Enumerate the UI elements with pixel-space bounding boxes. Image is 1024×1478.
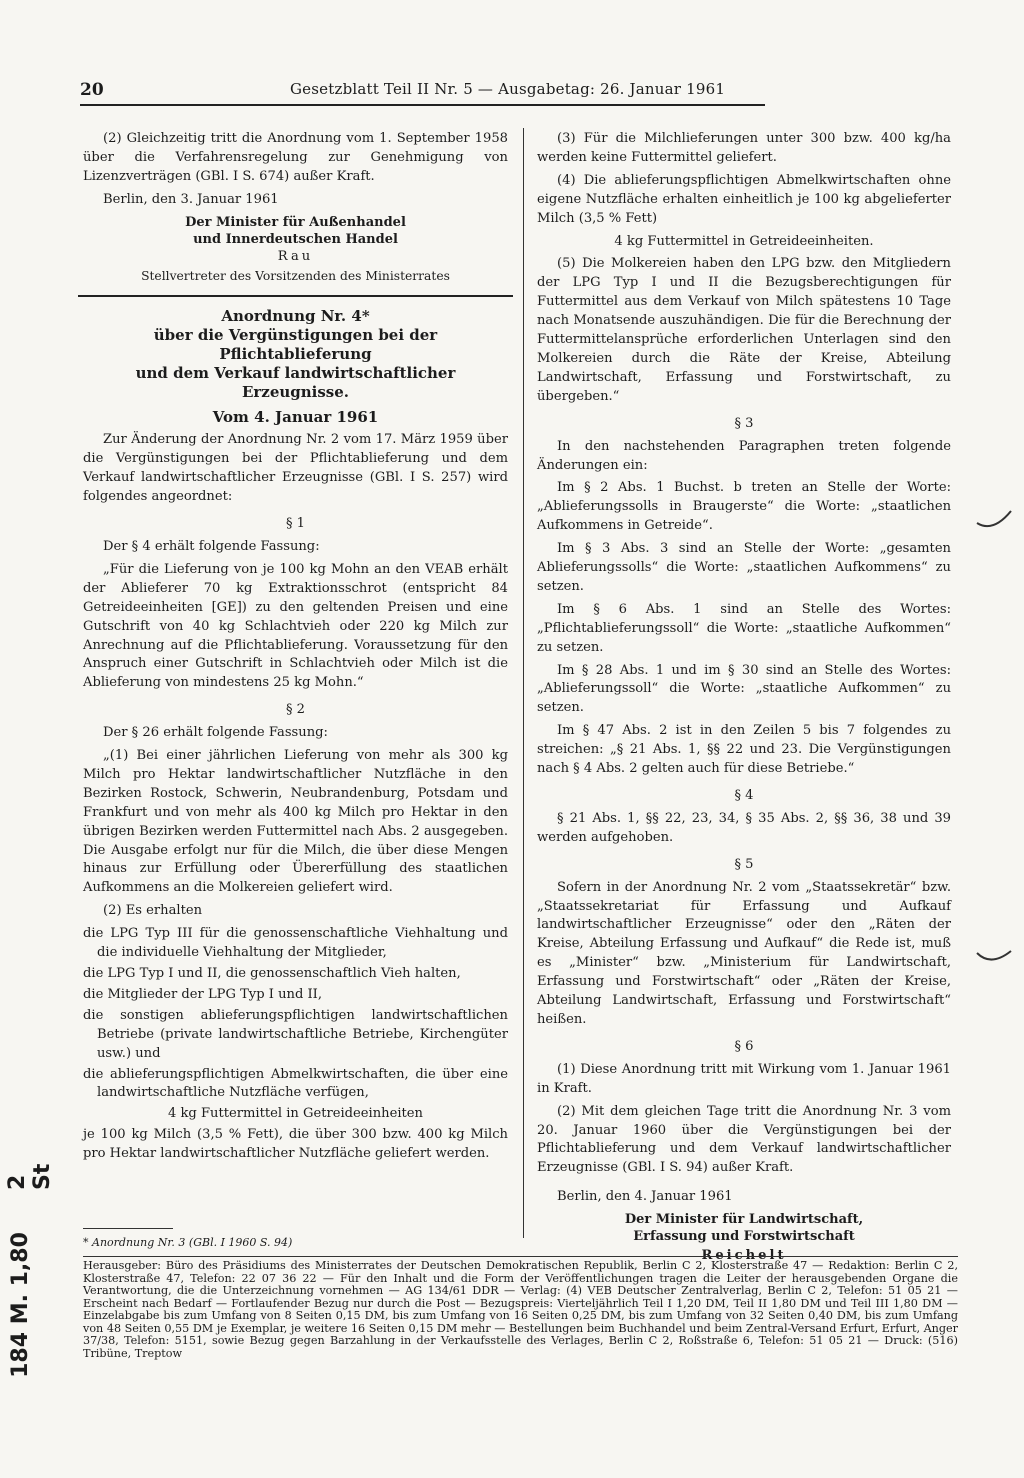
section-6-paragraph-2: (2) Mit dem gleichen Tage tritt die Anordnung Nr. 3 vom 20. Januar 1960 über die Vergünstigungen bei der Pflichtablieferung und dem Verkauf landwirtschaftlicher Erzeugnisse (GBl. I S. 94) außer Kraft. — [537, 1103, 951, 1176]
preamble: Zur Änderung der Anordnung Nr. 2 vom 17. März 1959 über die Vergünstigungen bei der Pflichtablieferung und dem Verkauf landwirtschaftlicher Erzeugnisse (GBl. I S. 257) wird folgendes angeordnet: — [83, 432, 508, 505]
minister-1-title-line-2: und Innerdeutschen Handel — [193, 231, 398, 247]
section-1-heading: § 1 — [285, 516, 306, 532]
section-5-text: Sofern in der Anordnung Nr. 2 vom „Staatssekretär“ bzw. „Staatssekretariat für Erfassung und Aufkauf landwirtschaftlicher Erzeugnisse“ oder den „Räten der Kreise, Abteilung Erfassung und Aufkauf“ die Rede ist, muß es „Minister“ bzw. „Ministerium für Landwirtschaft, Erfassung und Forstwirtschaft“ oder „Räten der Kreise, Abteilung Landwirtschaft, Erfassung und Forstwirtschaft“ heißen. — [537, 879, 951, 1027]
minister-1-role: Stellvertreter des Vorsitzenden des Ministerrates — [141, 268, 450, 283]
section-3-item-d: Im § 28 Abs. 1 und im § 30 sind an Stelle des Wortes: „Ablieferungssoll“ die Worte: „staatliche Aufkommen“ zu setzen. — [537, 662, 951, 716]
section-4-text: § 21 Abs. 1, §§ 22, 23, 34, § 35 Abs. 2, §§ 36, 38 und 39 werden aufgehoben. — [537, 810, 951, 845]
document-title-line-1: Anordnung Nr. 4* — [221, 307, 370, 326]
section-3-item-a: Im § 2 Abs. 1 Buchst. b treten an Stelle der Worte: „Ablieferungssolls in Braugerste“ die Worte: „staatlichen Aufkommens in Getreide“. — [537, 480, 951, 534]
recipient-list — [83, 925, 508, 1103]
header-title: Gesetzblatt Teil II Nr. 5 — Ausgabetag: 26. Januar 1961 — [290, 80, 726, 98]
signing-place-date: Berlin, den 4. Januar 1961 — [557, 1189, 733, 1205]
section-2-paragraph-1: „(1) Bei einer jährlichen Lieferung von mehr als 300 kg Milch pro Hektar landwirtschaftlicher Nutzfläche in den Bezirken Rostock, Schwerin, Neubrandenburg, Potsdam und Frankfurt und von mehr als 400 kg Milch pro Hektar in den übrigen Bezirken werden Futtermittel nach Abs. 2 ausgegeben. Die Ausgabe erfolgt nur für die Milch, die über diese Mengen hinaus zur Erfüllung oder Übererfüllung des staatlichen Aufkommens an die Molkereien geliefert wird. — [83, 748, 508, 896]
fodder-text: je 100 kg Milch (3,5 % Fett), die über 300 bzw. 400 kg Milch pro Hektar landwirtschaftlicher Nutzfläche geliefert werden. — [83, 1127, 508, 1162]
document-date: Vom 4. Januar 1961 — [212, 408, 379, 427]
section-2-paragraph-2: (2) Es erhalten — [103, 903, 203, 919]
section-3-item-c: Im § 6 Abs. 1 sind an Stelle des Wortes: „Pflichtablieferungssoll“ die Worte: „staatliche Aufkommen“ zu setzen. — [537, 601, 951, 655]
section-6-heading: § 6 — [734, 1038, 754, 1054]
list-item: die LPG Typ III für die genossenschaftliche Viehhaltung und die individuelle Viehhaltung der Mitglieder, — [83, 926, 508, 961]
section-4-heading: § 4 — [734, 788, 754, 803]
section-2-heading: § 2 — [285, 702, 306, 718]
margin-tick-mark — [975, 945, 1015, 975]
minister-1-title-line-1: Der Minister für Außenhandel — [185, 214, 406, 230]
footnote: * Anordnung Nr. 3 (GBl. I 1960 S. 94) — [83, 1236, 293, 1249]
list-item: die ablieferungspflichtigen Abmelkwirtschaften, die über eine landwirtschaftliche Nutzfläche verfügen, — [83, 1066, 508, 1101]
section-separator — [78, 295, 513, 297]
list-item: die LPG Typ I und II, die genossenschaftlich Vieh halten, — [83, 966, 461, 981]
section-6-paragraph-1: (1) Diese Anordnung tritt mit Wirkung vom 1. Januar 1961 in Kraft. — [537, 1061, 951, 1096]
paragraph-4: (4) Die ablieferungspflichtigen Abmelkwirtschaften ohne eigene Nutzfläche erhalten einheitlich je 100 kg abgelieferter Milch (3,5 % Fett) — [537, 172, 951, 226]
margin-stamp-count: 2 St — [5, 1163, 55, 1190]
right-column — [537, 130, 951, 1266]
section-3-item-b: Im § 3 Abs. 3 sind an Stelle der Worte: „gesamten Ablieferungssolls“ die Worte: „staatlichen Aufkommens“ zu setzen. — [537, 541, 951, 594]
page-number: 20 — [80, 80, 104, 100]
footnote-rule — [83, 1228, 173, 1229]
paragraph-3: (3) Für die Milchlieferungen unter 300 bzw. 400 kg/ha werden keine Futtermittel geliefert. — [537, 131, 951, 165]
paragraph-4-amount: 4 kg Futtermittel in Getreideeinheiten. — [614, 233, 874, 249]
colophon-rule — [83, 1256, 958, 1257]
paragraph-5: (5) Die Molkereien haben den LPG bzw. den Mitgliedern der LPG Typ I und II die Bezugsberechtigungen für Futtermittel aus dem Verkauf von Milch spätestens 10 Tage nach Monatsende auszuhändigen. Die für die Berechnung der Futtermittelansprüche erforderlichen Unterlagen sind den Molkereien durch die Räte der Kreise, Abteilung Landwirtschaft, Erfassung und Forstwirtschaft, zu übergeben.“ — [537, 256, 951, 404]
section-1-text: „Für die Lieferung von je 100 kg Mohn an den VEAB erhält der Ablieferer 70 kg Extraktionsschrot (entspricht 84 Getreideeinheiten [GE]) zu den geltenden Preisen und eine Gutschrift von 40 kg Schlachtvieh oder 220 kg Milch zur Anrechnung auf die Pflichtablieferung. Voraussetzung für den Anspruch einer Gutschrift in Schlachtvieh oder Milch ist die Ablieferung von mindestens 25 kg Mohn.“ — [83, 561, 508, 691]
fodder-amount: 4 kg Futtermittel in Getreideeinheiten — [167, 1106, 423, 1122]
section-3-intro: In den nachstehenden Paragraphen treten folgende Änderungen ein: — [537, 438, 951, 473]
minister-1-name: Rau — [277, 248, 314, 264]
left-column — [83, 130, 508, 1168]
margin-stamp-number: 184 M. 1,80 — [7, 1232, 33, 1378]
list-item: die Mitglieder der LPG Typ I und II, — [83, 986, 322, 1002]
section-5-heading: § 5 — [734, 856, 754, 872]
intro-paragraph: (2) Gleichzeitig tritt die Anordnung vom 1. September 1958 über die Verfahrensregelung zur Genehmigung von Lizenzverträgen (GBl. I S. 674) außer Kraft. — [83, 131, 508, 184]
margin-tick-mark — [975, 505, 1015, 535]
section-3-item-e: Im § 47 Abs. 2 ist in den Zeilen 5 bis 7 folgendes zu streichen: „§ 21 Abs. 1, §§ 22 und 23. Die Vergünstigungen nach § 4 Abs. 2 gelten auch für diese Betriebe.“ — [537, 723, 951, 777]
intro-place-date: Berlin, den 3. Januar 1961 — [103, 191, 279, 207]
minister-2-name: Reichelt — [701, 1248, 787, 1264]
section-3-heading: § 3 — [734, 415, 754, 431]
minister-2-title-line-2: Erfassung und Forstwirtschaft — [633, 1229, 855, 1245]
document-title-line-2: über die Vergünstigungen bei der Pflichtablieferung — [153, 326, 438, 364]
document-title-line-3: und dem Verkauf landwirtschaftlicher Erzeugnisse. — [135, 364, 456, 402]
minister-2-title-line-1: Der Minister für Landwirtschaft, — [624, 1212, 864, 1228]
section-2-intro: Der § 26 erhält folgende Fassung: — [103, 725, 328, 741]
list-item: die sonstigen ablieferungspflichtigen landwirtschaftlichen Betriebe (private landwirtschaftliche Betriebe, Kirchengüter usw.) und — [83, 1007, 508, 1061]
page-header — [80, 80, 765, 106]
section-1-intro: Der § 4 erhält folgende Fassung: — [103, 538, 320, 554]
colophon: Herausgeber: Büro des Präsidiums des Ministerrates der Deutschen Demokratischen Republik, Berlin C 2, Klosterstraße 47 — Redaktion: Berlin C 2, Klosterstraße 47, Telefon: 22 07 36 22 — Für den Inhalt und die Form der Veröffentlichungen tragen die Leiter der herausgebenden Organe die Verantwortung, die die Unterzeichnung vornehmen — AG 134/61 DDR — Verlag: (4) VEB Deutscher Zentralverlag, Berlin C 2, Telefon: 51 05 21 — Erscheint nach Bedarf — Fortlaufender Bezug nur durch die Post — Bezugspreis: Vierteljährlich Teil I 1,20 DM, Teil II 1,80 DM und Teil III 1,80 DM — Einzelabgabe bis zum Umfang von 8 Seiten 0,15 DM, bis zum Umfang von 16 Seiten 0,25 DM, bis zum Umfang von 32 Seiten 0,40 DM, bis zum Umfang von 48 Seiten 0,55 DM je Exemplar, je weitere 16 Seiten 0,15 DM mehr — Bestellungen beim Buchhandel und beim Zentral-Versand Erfurt, Erfurt, Anger 37/38, Telefon: 5151, sowie Bezug gegen Barzahlung in der Verkaufsstelle des Verlages, Berlin C 2, Roßstraße 6, Telefon: 51 05 21 — Druck: (516) Tribüne, Treptow — [83, 1259, 958, 1360]
